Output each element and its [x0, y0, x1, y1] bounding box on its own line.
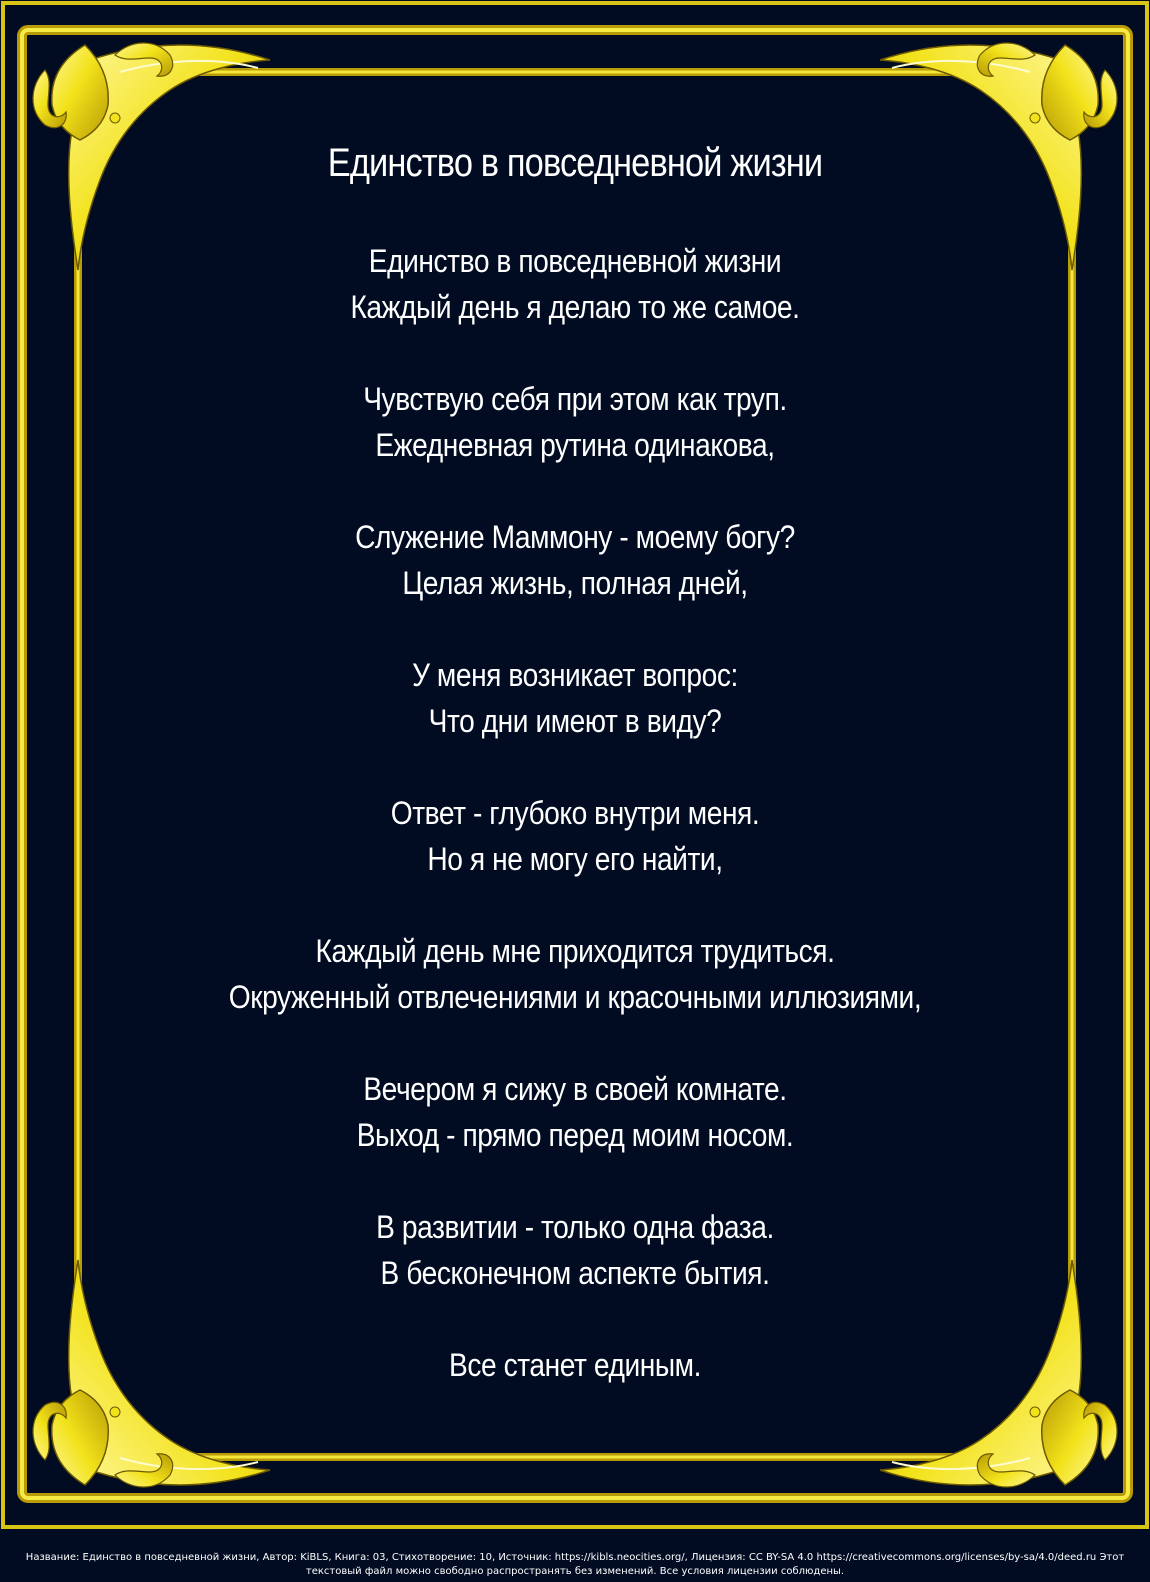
stanza-7 — [120, 1066, 1030, 1158]
poem-line: У меня возникает вопрос: — [412, 657, 738, 693]
poem-body — [120, 140, 1030, 1434]
poem-title: Единство в повседневной жизни — [327, 141, 823, 185]
stanza-4 — [120, 652, 1030, 744]
poem-line: Что дни имеют в виду? — [428, 703, 722, 739]
stanza-5 — [120, 790, 1030, 882]
poem-line: Но я не могу его найти, — [427, 841, 723, 877]
stanza-2 — [120, 376, 1030, 468]
poem-line: Окруженный отвлечениями и красочными иллюзиями, — [228, 979, 922, 1015]
poem-line: В бесконечном аспекте бытия. — [380, 1255, 770, 1291]
poem-line: В развитии - только одна фаза. — [376, 1209, 774, 1245]
poem-line: Ответ - глубоко внутри меня. — [390, 795, 760, 831]
stanza-9 — [120, 1342, 1030, 1388]
poem-line: Каждый день мне приходится трудиться. — [315, 933, 835, 969]
stanza-6 — [120, 928, 1030, 1020]
license-footer — [10, 1551, 1140, 1579]
poem-line: Каждый день я делаю то же самое. — [350, 289, 800, 325]
poem-line: Вечером я сижу в своей комнате. — [363, 1071, 787, 1107]
footer-line-1: Название: Единство в повседневной жизни, Автор: KiBLS, Книга: 03, Стихотворение: 10, Источник: https://kibls.neocities.org/, Лицензия: CC BY-SA 4.0 https://creativecommons.org/licenses/by-sa/4.0/deed.ru Этот — [25, 1552, 1125, 1563]
poem-line: Служение Маммону - моему богу? — [355, 519, 795, 555]
footer-line-2: текстовый файл можно свободно распространять без изменений. Все условия лицензии соблюдены. — [305, 1566, 845, 1577]
poem-line: Ежедневная рутина одинакова, — [375, 427, 775, 463]
stanza-1 — [120, 238, 1030, 330]
stanza-3 — [120, 514, 1030, 606]
poem-line: Чувствую себя при этом как труп. — [363, 381, 787, 417]
stanza-8 — [120, 1204, 1030, 1296]
poem-line: Целая жизнь, полная дней, — [402, 565, 748, 601]
poem-line: Единство в повседневной жизни — [368, 243, 782, 279]
poem-line: Выход - прямо перед моим носом. — [356, 1117, 794, 1153]
poem-line: Все станет единым. — [449, 1347, 701, 1383]
